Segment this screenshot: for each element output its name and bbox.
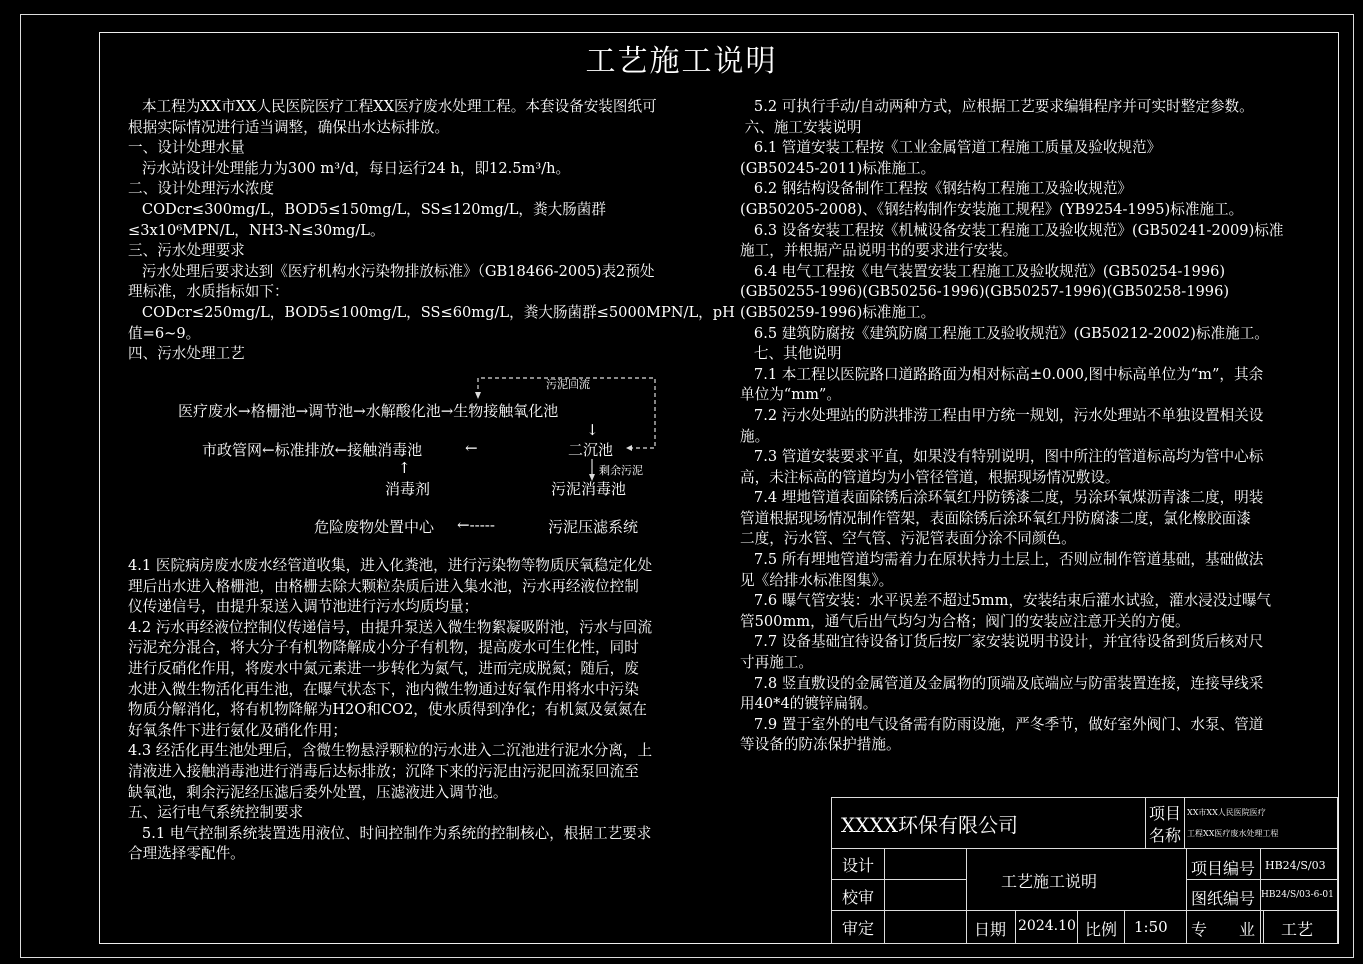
discipline-value: 工艺 [1281,920,1314,939]
company-name: XXXX环保有限公司 [841,813,1018,837]
project-label-1: 项目 [1149,804,1182,823]
check-label: 校审 [842,888,875,907]
text-line: 6.2 钢结构设备制作工程按《钢结构工程施工及验收规范》 [740,180,1133,198]
text-line: CODcr≤250mg/L，BOD5≤100mg/L，SS≤60mg/L，粪大肠菌群≤5000MPN/L，pH [128,303,735,321]
excess-sludge-label: 剩余污泥 [599,464,643,477]
sludge-return-label: 污泥回流 [546,378,590,391]
project-no-label: 项目编号 [1191,859,1256,878]
text-line: 三、污水处理要求 [128,242,245,260]
text-line: 5.1 电气控制系统装置选用液位、时间控制作为系统的控制核心，根据工艺要求 [128,824,652,842]
text-line: 单位为“mm”。 [740,386,841,404]
text-line: 四、污水处理工艺 [128,345,245,363]
text-line: 合理选择零配件。 [128,845,245,863]
text-line: 7.5 所有埋地管道均需着力在原状持力土层上，否则应制作管道基础，基础做法 [740,551,1264,569]
text-line: 6.4 电气工程按《电气装置安装工程施工及验收规范》(GB50254-1996) [740,262,1226,280]
text-line: 好氧条件下进行氨化及硝化作用； [128,721,347,739]
text-line: 一、设计处理水量 [128,139,245,157]
text-line: 二、设计处理污水浓度 [128,180,274,198]
text-line: 理标准，水质指标如下： [128,283,289,301]
project-name-1: XX市XX人民医院医疗 [1187,808,1266,817]
text-line: 7.4 埋地管道表面除锈后涂环氧红丹防锈漆二度，另涂环氧煤沥青漆二度，明装 [740,489,1264,507]
text-line: 本工程为XX市XX人民医院医疗工程XX医疗废水处理工程。本套设备安装图纸可 [128,98,657,115]
date-value: 2024.10 [1018,918,1076,934]
text-line: 7.1 本工程以医院路口道路路面为相对标高±0.000,图中标高单位为“m”，其余 [740,365,1264,383]
date-label: 日期 [974,920,1007,939]
text-line: 根据实际情况进行适当调整，确保出水达标排放。 [128,118,450,136]
text-line: 仪传递信号，由提升泵送入调节池进行污水均质均量； [128,598,479,616]
title-block [831,797,1338,944]
drawing-no-label: 图纸编号 [1191,889,1256,908]
text-line: 6.3 设备安装工程按《机械设备安装工程施工及验收规范》(GB50241-2009)标准 [740,221,1284,239]
text-line: 7.8 竖直敷设的金属管道及金属物的顶端及底端应与防雷装置连接，连接导线采 [740,674,1264,692]
arrow-left: ← [465,439,478,457]
disinfectant-label: 消毒剂 [385,480,431,498]
text-line: 6.1 管道安装工程按《工业金属管道工程施工质量及验收规范》 [740,139,1162,157]
text-line: 进行反硝化作用，将废水中氮元素进一步转化为氮气，进而完成脱氮；随后，废 [128,659,639,677]
text-line: 物质分解消化，将有机物降解为H2O和CO2，使水质得到净化；有机氮及氨氮在 [128,701,647,719]
page-title: 工艺施工说明 [585,44,778,79]
text-line: 施。 [740,427,770,445]
approve-label: 审定 [842,919,875,938]
text-line: 清液进入接触消毒池进行消毒后达标排放；沉降下来的污泥由污泥回流泵回流至 [128,762,639,780]
text-line: CODcr≤300mg/L，BOD5≤150mg/L，SS≤120mg/L，粪大肠菌群 [128,200,606,218]
text-line: 污泥充分混合，将大分子有机物降解成小分子有机物，提高废水可生化性，同时 [128,639,639,657]
text-line: 管500mm，通气后出气均匀为合格；阀门的安装应注意开关的方便。 [740,612,1190,630]
sludge-press-label: 污泥压滤系统 [548,518,639,536]
text-line: ≤3x10⁶MPN/L，NH3-N≤30mg/L。 [128,221,385,239]
dashed-arrow-left: ←----- [457,516,495,534]
sludge-tank-label: 污泥消毒池 [551,480,627,498]
text-line: 管道根据现场情况制作管架，表面除锈后涂环氧红丹防腐漆二度，氯化橡胶面漆 [740,509,1251,527]
flow-row-1: 医疗废水→格栅池→调节池→水解酸化池→生物接触氧化池 [178,402,559,420]
text-line: 缺氧池，剩余污泥经压滤后委外处置，压滤液进入调节池。 [128,783,508,801]
text-line: 高，未注标高的管道均为小管径管道，根据现场情况敷设。 [740,468,1120,486]
text-line: 施工，并根据产品说明书的要求进行安装。 [740,242,1018,260]
text-line: 寸再施工。 [740,654,813,672]
text-line: 污水站设计处理能力为300 m³/d，每日运行24 h，即12.5m³/h。 [128,159,571,177]
text-line: 7.2 污水处理站的防洪排涝工程由甲方统一规划，污水处理站不单独设置相关设 [740,406,1264,424]
text-line: (GB50259-1996)标准施工。 [740,303,936,321]
text-line: 等设备的防冻保护措施。 [740,736,901,754]
text-line: 7.7 设备基础宜待设备订货后按厂家安装说明书设计，并宜待设备到货后核对尺 [740,633,1264,651]
text-line: 7.9 置于室外的电气设备需有防雨设施，严冬季节，做好室外阀门、水泵、管道 [740,715,1264,733]
clarifier-label: 二沉池 [568,441,614,459]
text-line: 理后出水进入格栅池，由格栅去除大颗粒杂质后进入集水池，污水再经液位控制 [128,577,639,595]
scale-value: 1:50 [1134,918,1168,936]
text-line: 4.3 经活化再生池处理后，含微生物悬浮颗粒的污水进入二沉池进行泥水分离，上 [128,742,653,760]
hazard-center-label: 危险废物处置中心 [314,518,435,536]
project-label-2: 名称 [1149,826,1182,845]
text-line: 5.2 可执行手动/自动两种方式，应根据工艺要求编辑程序并可实时整定参数。 [740,98,1254,115]
text-line: (GB50205-2008)、《钢结构制作安装施工规程》(YB9254-1995)标准施工。 [740,200,1244,218]
scale-label: 比例 [1085,920,1118,939]
design-label: 设计 [842,856,875,875]
text-line: 4.2 污水再经液位控制仪传递信号，由提升泵送入微生物絮凝吸附池，污水与回流 [128,618,653,636]
text-line: (GB50245-2011)标准施工。 [740,159,936,177]
text-line: 六、施工安装说明 [740,118,862,136]
text-line: 6.5 建筑防腐按《建筑防腐工程施工及验收规范》(GB50212-2002)标准施工。 [740,324,1269,342]
text-line: 值=6~9。 [128,324,201,342]
arrow-up: ↑ [398,459,411,477]
project-name-2: 工程XX医疗废水处理工程 [1187,829,1279,838]
flow-row-2: 市政管网←标准排放←接触消毒池 [202,441,423,459]
text-line: 4.1 医院病房废水废水经管道收集，进入化粪池，进行污染物等物质厌氧稳定化处 [128,557,653,574]
text-line: 五、运行电气系统控制要求 [128,804,304,822]
text-line: (GB50255-1996)(GB50256-1996)(GB50257-1996)(GB50258-1996) [740,283,1230,301]
text-line: 7.3 管道安装要求平直，如果没有特别说明，图中所注的管道标高均为管中心标 [740,448,1264,466]
arrow-down: ↓ [586,421,599,439]
drawing-no: HB24/S/03-6-01 [1261,890,1334,900]
drawing-title: 工艺施工说明 [1001,872,1098,891]
project-no: HB24/S/03 [1265,859,1326,872]
text-line: 7.6 曝气管安装：水平误差不超过5mm，安装结束后灌水试验，灌水浸没过曝气 [740,592,1272,610]
text-line: 二度，污水管、空气管、污泥管表面分涂不同颜色。 [740,530,1076,548]
discipline-label: 专 业 [1191,920,1256,939]
text-line: 水进入微生物活化再生池，在曝气状态下，池内微生物通过好氧作用将水中污染 [128,680,639,698]
text-line: 用40*4的镀锌扁钢。 [740,695,878,713]
text-line: 七、其他说明 [740,345,842,363]
text-line: 污水处理后要求达到《医疗机构水污染物排放标准》（GB18466-2005)表2预处 [128,262,655,280]
text-line: 见《给排水标准图集》。 [740,571,894,589]
